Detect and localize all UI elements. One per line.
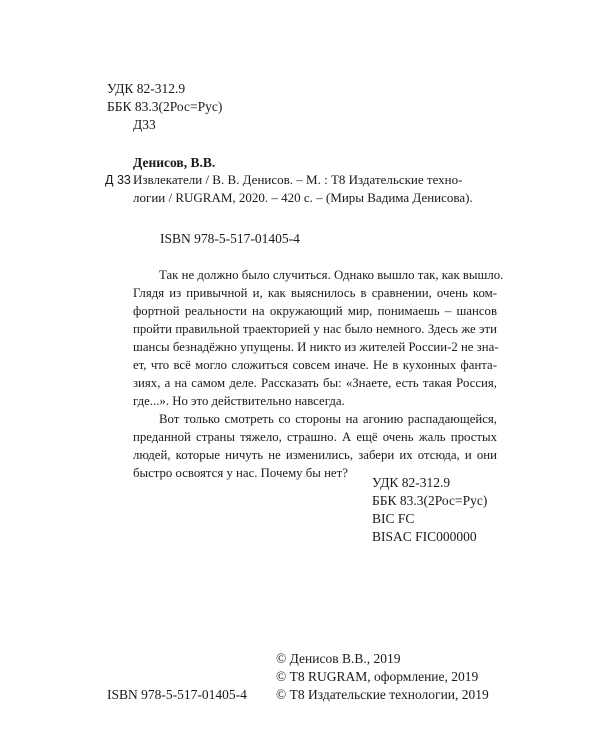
annotation-line: шансы безнадёжно упущены. И никто из жителей России-2 не зна-: [133, 340, 499, 354]
entry-author: Денисов, В.В.: [133, 155, 216, 170]
entry-description-line: Извлекатели / В. В. Денисов. – М. : Т8 Издательские техно-: [133, 172, 463, 187]
right-bisac-code: BISAC FIC000000: [372, 529, 477, 544]
annotation-line: где...». Но это действительно навсегда.: [133, 394, 345, 408]
top-author-mark: Д33: [133, 117, 156, 132]
annotation-line: людей, которые ничуть не изменились, забери их отсюда, и они: [133, 448, 497, 462]
annotation: [133, 266, 504, 482]
entry-isbn: ISBN 978-5-517-01405-4: [160, 231, 300, 246]
copyright-design: © Т8 RUGRAM, оформление, 2019: [276, 669, 479, 684]
right-bbk-code: ББК 83.3(2Рос=Рус): [372, 493, 488, 508]
top-bbk-code: ББК 83.3(2Рос=Рус): [107, 99, 223, 114]
annotation-line: Глядя из привычной и, как выяснилось в сравнении, очень ком-: [133, 286, 497, 300]
top-udk-code: УДК 82-312.9: [107, 81, 186, 96]
annotation-line: фортной реальности на окружающий мир, понимаешь – шансов: [133, 304, 497, 318]
annotation-line: зиях, а на самом деле. Рассказать бы: «Знаете, есть такая Россия,: [133, 376, 497, 390]
entry-description-line: логии / RUGRAM, 2020. – 420 с. – (Миры Вадима Денисова).: [133, 190, 473, 205]
right-udk-code: УДК 82-312.9: [372, 475, 451, 490]
annotation-line: Вот только смотреть со стороны на агонию распадающейся,: [159, 412, 497, 426]
annotation-line: преданной страны тяжело, страшно. А ещё очень жаль простых: [133, 430, 497, 444]
annotation-line: пройти правильной траекторией у нас было немного. Здесь же эти: [133, 322, 497, 336]
copyright-publisher: © Т8 Издательские технологии, 2019: [276, 687, 489, 702]
entry-cutter: Д 33: [105, 173, 131, 187]
bottom-isbn: ISBN 978-5-517-01405-4: [107, 687, 247, 702]
copyright-author: © Денисов В.В., 2019: [276, 651, 401, 666]
right-bic-code: BIC FC: [372, 511, 415, 526]
annotation-line: быстро освоятся у нас. Почему бы нет?: [133, 466, 348, 480]
annotation-line: ет, что всё могло сложиться совсем иначе. Не в кухонных фанта-: [133, 358, 497, 372]
annotation-line: Так не должно было случиться. Однако вышло так, как вышло.: [159, 268, 504, 282]
